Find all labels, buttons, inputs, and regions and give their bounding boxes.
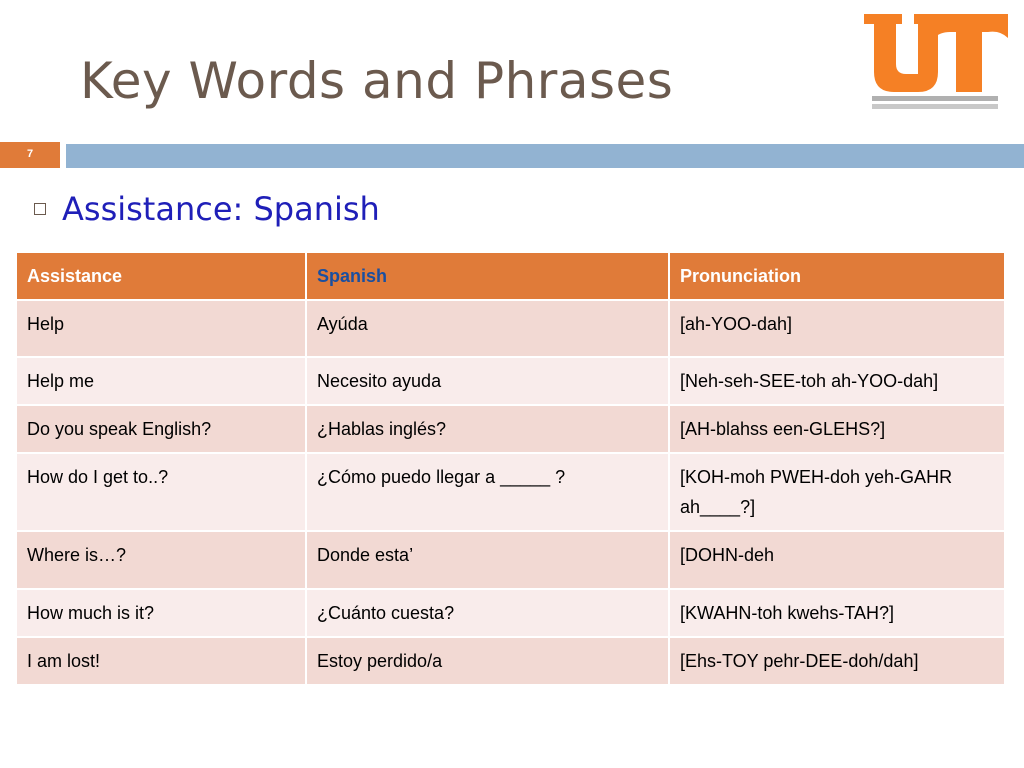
table-row bbox=[16, 300, 1005, 357]
cell-spanish: Necesito ayuda bbox=[306, 357, 669, 405]
cell-pronunciation: [Neh-seh-SEE-toh ah-YOO-dah] bbox=[669, 357, 1005, 405]
cell-spanish: Donde esta’ bbox=[306, 531, 669, 589]
cell-english: How much is it? bbox=[16, 589, 306, 637]
cell-pronunciation: [KWAHN-toh kwehs-TAH?] bbox=[669, 589, 1005, 637]
phrase-table bbox=[15, 251, 1006, 686]
cell-pronunciation: [DOHN-deh bbox=[669, 531, 1005, 589]
header-assistance: Assistance bbox=[16, 252, 306, 300]
cell-spanish: ¿Cómo puedo llegar a _____ ? bbox=[306, 453, 669, 531]
cell-english: I am lost! bbox=[16, 637, 306, 685]
slide-title: Key Words and Phrases bbox=[80, 52, 674, 110]
cell-english: How do I get to..? bbox=[16, 453, 306, 531]
header-pronunciation: Pronunciation bbox=[669, 252, 1005, 300]
slide-number: 7 bbox=[0, 142, 60, 168]
cell-pronunciation: [ah-YOO-dah] bbox=[669, 300, 1005, 357]
table-row bbox=[16, 531, 1005, 589]
cell-spanish: Ayúda bbox=[306, 300, 669, 357]
square-bullet-icon bbox=[34, 203, 46, 215]
header-spanish: Spanish bbox=[306, 252, 669, 300]
bullet-item bbox=[34, 190, 380, 228]
table-row bbox=[16, 637, 1005, 685]
table-row bbox=[16, 357, 1005, 405]
table-header-row bbox=[16, 252, 1005, 300]
table-row bbox=[16, 405, 1005, 453]
cell-spanish: ¿Cuánto cuesta? bbox=[306, 589, 669, 637]
cell-spanish: ¿Hablas inglés? bbox=[306, 405, 669, 453]
bullet-text: Assistance: Spanish bbox=[62, 190, 380, 228]
cell-pronunciation: [Ehs-TOY pehr-DEE-doh/dah] bbox=[669, 637, 1005, 685]
cell-english: Do you speak English? bbox=[16, 405, 306, 453]
header-bar bbox=[66, 144, 1024, 168]
cell-english: Help me bbox=[16, 357, 306, 405]
cell-english: Help bbox=[16, 300, 306, 357]
table-row bbox=[16, 589, 1005, 637]
cell-spanish: Estoy perdido/a bbox=[306, 637, 669, 685]
cell-english: Where is…? bbox=[16, 531, 306, 589]
ut-logo bbox=[860, 10, 1010, 112]
cell-pronunciation: [KOH-moh PWEH-doh yeh-GAHR ah____?] bbox=[669, 453, 1005, 531]
cell-pronunciation: [AH-blahss een-GLEHS?] bbox=[669, 405, 1005, 453]
table-row bbox=[16, 453, 1005, 531]
